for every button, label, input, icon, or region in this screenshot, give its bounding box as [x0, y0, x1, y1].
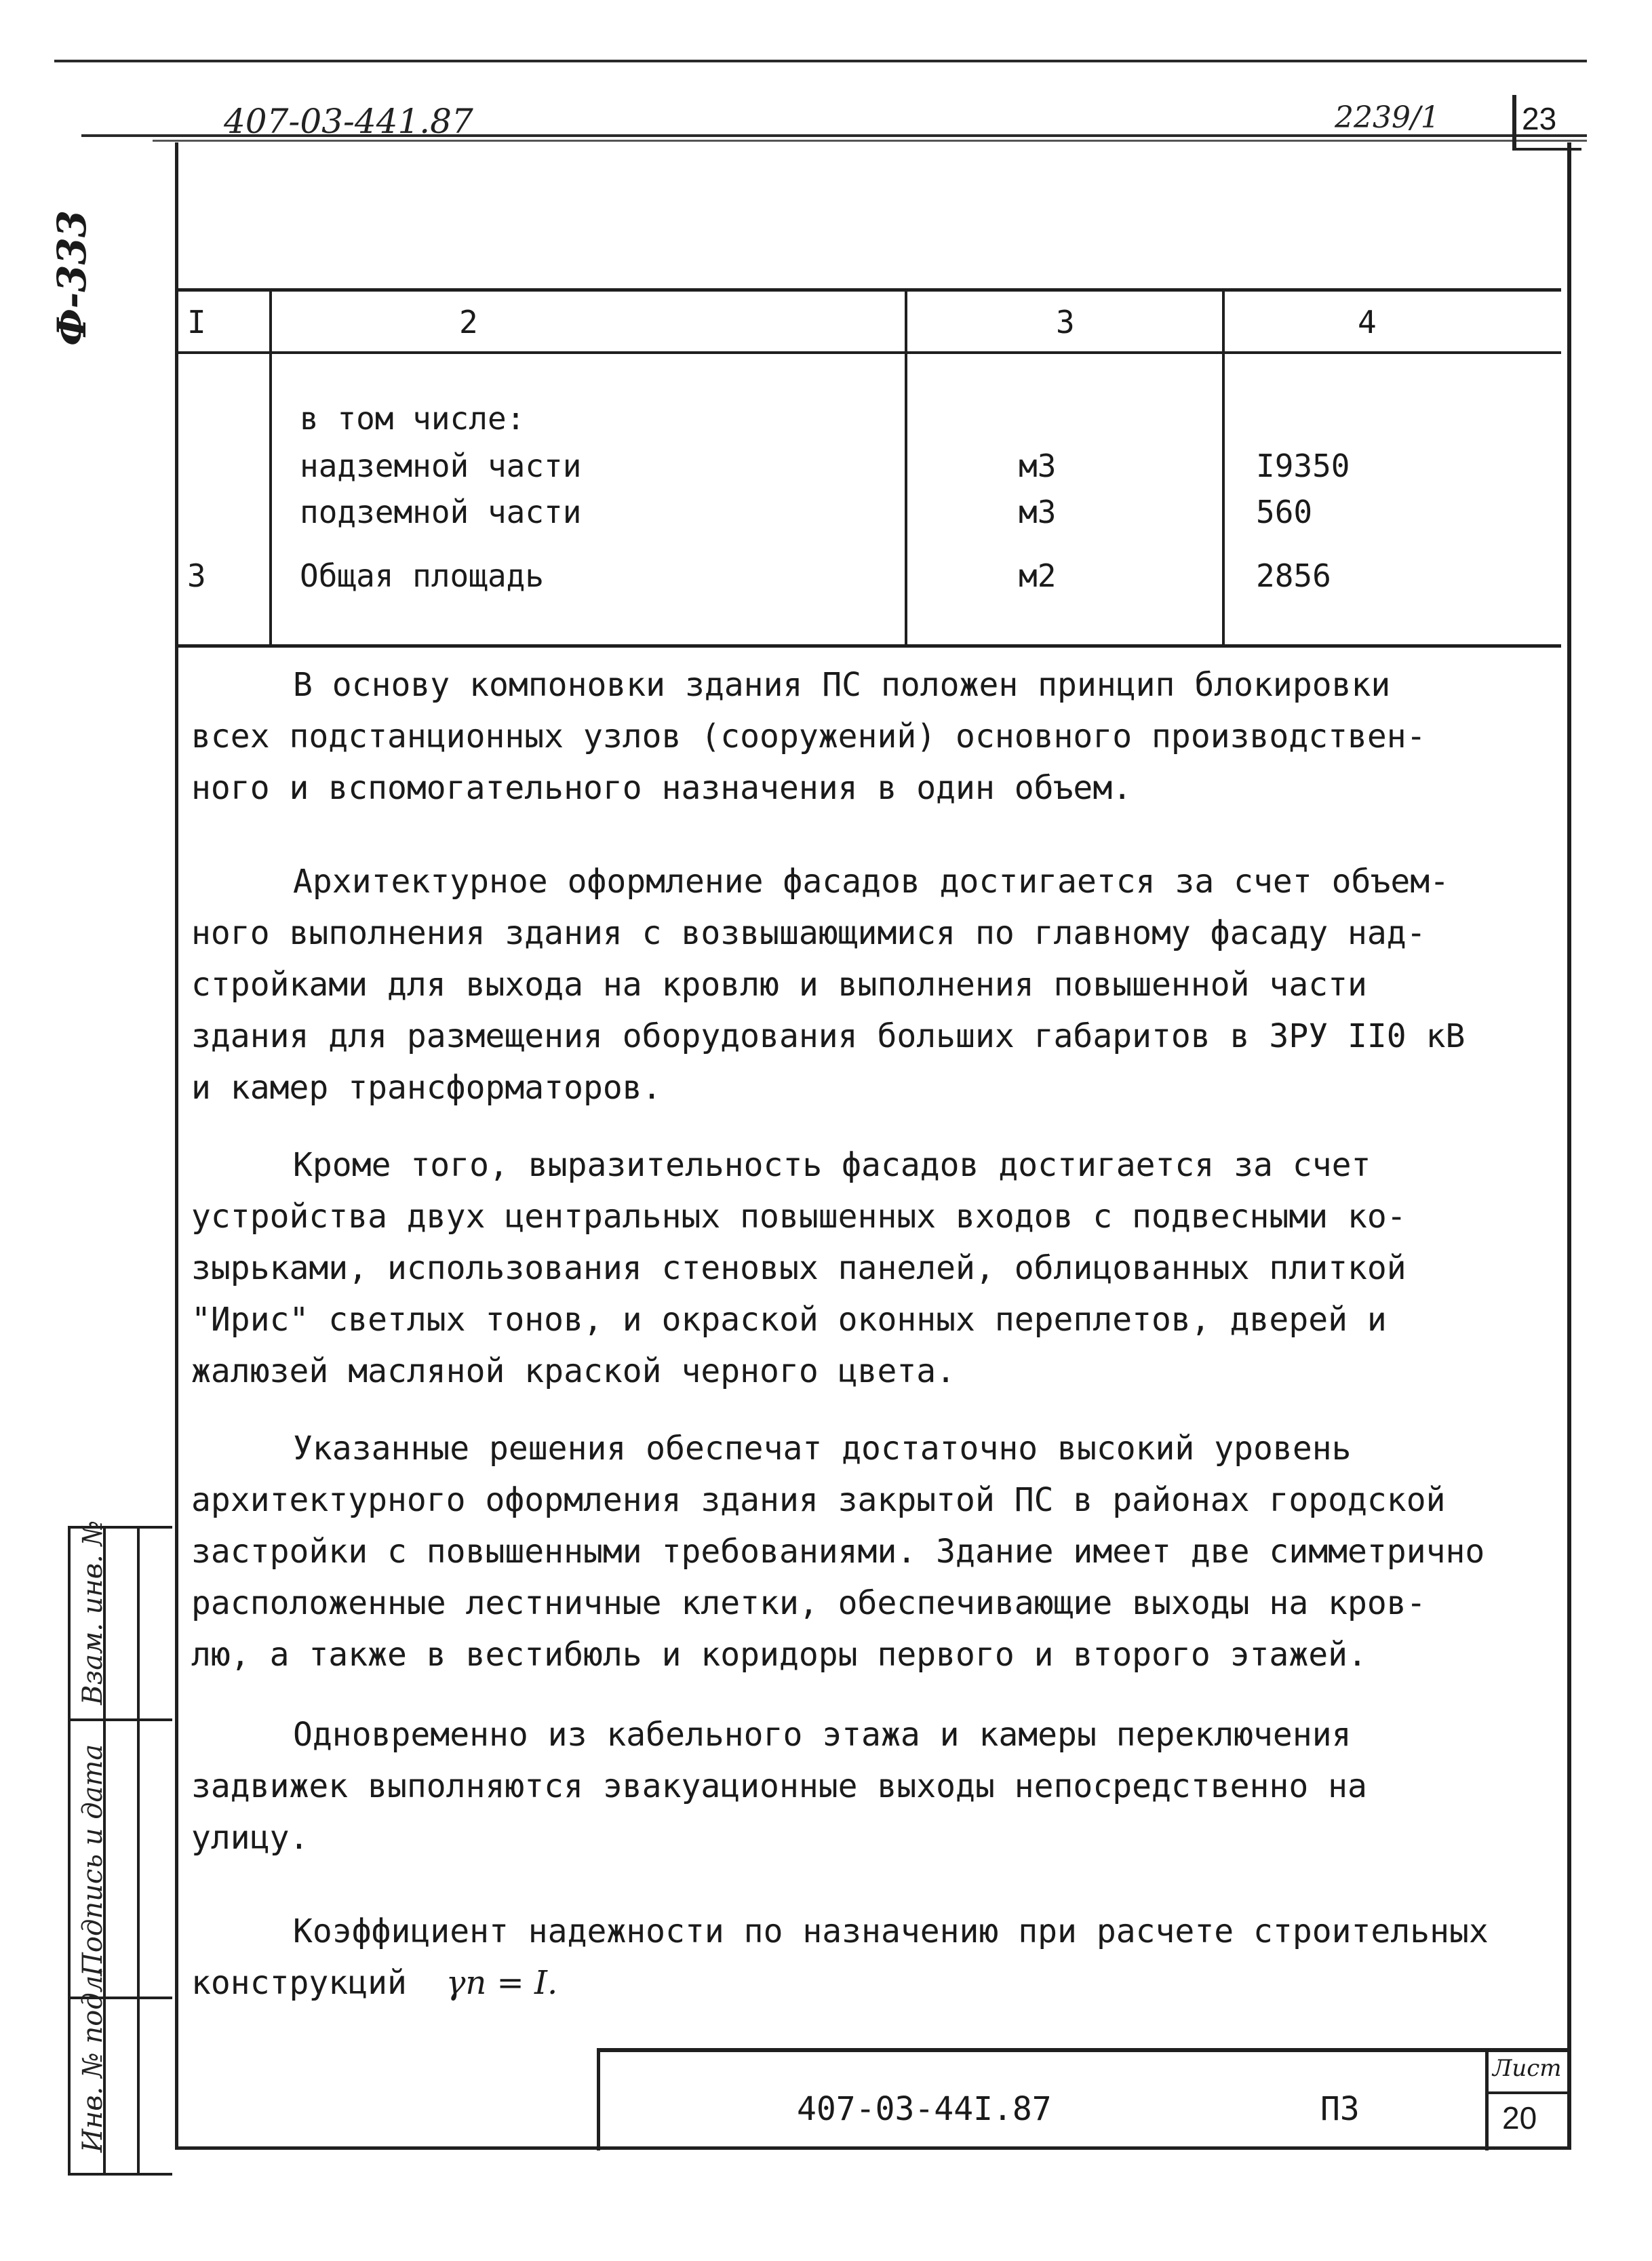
paragraph-expressiveness: Кроме того, выразительность фасадов достигается за счет устройства двух центральных повышенных входов с подвесными ко- зырьками, использования стеновых панелей, облицованных плиткой "Ирис" светлых тонов, и окраской оконных переплетов, дверей и жалюзей масляной краской черного цвета. [191, 1146, 1407, 1390]
table-header-cell: 2 [459, 304, 478, 340]
table-row-unit: м3 [1019, 448, 1057, 484]
title-block [597, 2048, 1567, 2150]
reliability-formula: γn = I. [446, 1964, 558, 2002]
paragraph-architectural-solution: Указанные решения обеспечат достаточно высокий уровень архитектурного оформления здания закрытой ПС в районах городской застройки с повышенными требованиями. Здание имеет две симметрично расположенные лестничные клетки, обеспечивающие выходы на кров- лю, а также в вестибюль и коридоры первого и второго этажей. [191, 1430, 1485, 1674]
reliability-label: конструкций [191, 1964, 407, 2002]
paragraph-evacuation-exits: Одновременно из кабельного этажа и камеры переключения задвижек выполняются эвакуационные выходы непосредственно на улицу. [191, 1716, 1367, 1857]
title-block-divider [1485, 2091, 1567, 2094]
stamp-row-divider [71, 1718, 172, 1721]
title-block-sheet-number: 20 [1502, 2100, 1537, 2136]
stamp-column-divider [137, 1529, 140, 2173]
data-table [178, 288, 1561, 648]
paragraph-facade-design: Архитектурное оформление фасадов достигается за счет объем- ного выполнения здания с возвышающимися по главному фасаду над- стройками для выхода на кровлю и выполнения повышенной части здания для размещения оборудования больших габаритов в ЗРУ II0 кВ и камер трансформаторов. [191, 863, 1466, 1107]
table-column-divider [1222, 292, 1225, 644]
table-row-name: в том числе: [300, 400, 526, 437]
title-block-sheet-label: Лист [1493, 2055, 1562, 2082]
table-row-value: 2856 [1256, 557, 1331, 594]
page-number: 23 [1522, 101, 1557, 136]
title-block-section: ПЗ [1320, 2090, 1360, 2128]
handwritten-doc-number: 2239/1 [1335, 100, 1440, 135]
handwritten-doc-code: 407-03-441.87 [224, 102, 473, 141]
table-row-value: 560 [1256, 494, 1313, 530]
stamp-replacement-inventory: Взам. инв. № [77, 1520, 109, 1705]
top-border-line [54, 60, 1587, 62]
table-header-divider [178, 351, 1561, 354]
approval-stamp [68, 1520, 172, 2176]
table-row-value: I9350 [1256, 448, 1350, 484]
stamp-signature-date: Подпись и дата [77, 1744, 109, 1976]
paragraph-layout-principle: В основу компоновки здания ПС положен принцип блокировки всех подстанционных узлов (сооружений) основного производствен- ного и вспомогательного назначения в один объем. [191, 666, 1426, 807]
form-code: Ф-333 [49, 210, 95, 346]
table-row-unit: м2 [1019, 557, 1057, 594]
title-block-doc-code: 407-03-44I.87 [797, 2090, 1052, 2128]
table-header-cell: I [187, 304, 206, 340]
table-row-unit: м3 [1019, 494, 1057, 530]
stamp-inventory-number: Инв. № подл. [77, 1967, 109, 2152]
table-column-divider [269, 292, 272, 644]
table-column-divider [905, 292, 907, 644]
table-header-cell: 3 [1056, 304, 1075, 340]
title-block-divider [1485, 2052, 1489, 2150]
paragraph-reliability-line1: Коэффициент надежности по назначению при расчете строительных [293, 1912, 1489, 1950]
paragraph-reliability-line2 [191, 1957, 1520, 2009]
table-row-name: подземной части [300, 494, 582, 530]
table-header-cell: 4 [1358, 304, 1377, 340]
table-row-name: Общая площадь [300, 557, 545, 594]
table-row-number: 3 [187, 557, 206, 594]
table-row-name: надземной части [300, 448, 582, 484]
